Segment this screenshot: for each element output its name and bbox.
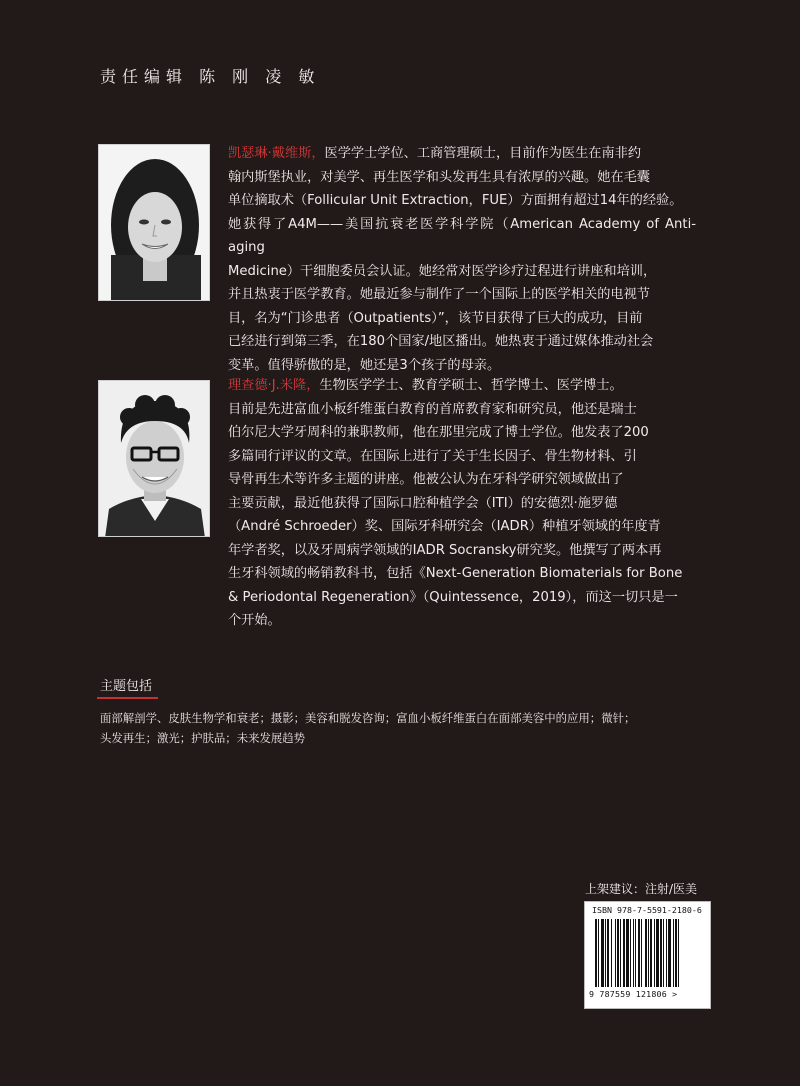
isbn-barcode <box>584 901 711 1009</box>
bio-line: 生物医学学士、教育学硕士、哲学博士、医学博士。 <box>319 378 623 393</box>
bio-line: 年学者奖，以及牙周病学领域的IADR Socransky研究奖。他撰写了两本再 <box>228 542 662 558</box>
bio-line: 主要贡献，最近他获得了国际口腔种植学会（ITI）的安德烈·施罗德 <box>228 495 618 511</box>
barcode-bar <box>668 919 671 987</box>
barcode-bar <box>678 919 679 987</box>
barcode-bar <box>595 919 597 987</box>
author1-photo <box>98 144 210 301</box>
bio-line: 目，名为“门诊患者（Outpatients）”，该节目获得了巨大的成功，目前 <box>228 310 643 326</box>
bio-line: 伯尔尼大学牙周科的兼职教师，他在那里完成了博士学位。他发表了200 <box>228 425 649 440</box>
bio-line: 多篇同行评议的文章。在国际上进行了关于生长因子、骨生物材料、引 <box>228 448 637 464</box>
barcode-bar <box>598 919 599 987</box>
barcode-bar <box>656 919 659 987</box>
editor-credit: 责任编辑 陈 刚 凌 敏 <box>100 67 321 86</box>
barcode-bar <box>673 919 674 987</box>
barcode-bar <box>648 919 649 987</box>
isbn-text: ISBN 978-7-5591-2180-6 <box>592 905 702 915</box>
bio-line: 单位摘取术（Follicular Unit Extraction，FUE）方面拥有超过14年的经验。 <box>228 193 683 208</box>
bio-line: 目前是先进富血小板纤维蛋白教育的首席教育家和研究员，他还是瑞士 <box>228 401 637 417</box>
bio-line: 个开始。 <box>228 613 281 628</box>
author2-photo <box>98 380 210 537</box>
bio-line: 翰内斯堡执业，对美学、再生医学和头发再生具有浓厚的兴趣。她在毛囊 <box>228 169 650 185</box>
barcode-bar <box>635 919 636 987</box>
bio-line: 已经进行到第三季，在180个国家/地区播出。她热衷于通过媒体推动社会 <box>228 334 654 349</box>
barcode-bar <box>650 919 652 987</box>
topics-heading: 主题包括 <box>100 679 153 694</box>
author1-bio <box>228 142 696 377</box>
barcode-bar <box>638 919 640 987</box>
author2-name: 理查德·J.米隆， <box>228 378 320 393</box>
barcode-bar <box>663 919 664 987</box>
bio-line: 并且热衷于医学教育。她最近参与制作了一个国际上的医学相关的电视节 <box>228 287 650 302</box>
barcode-bar <box>666 919 667 987</box>
barcode-bar <box>660 919 662 987</box>
barcode-bar <box>654 919 655 987</box>
bio-line: Medicine）干细胞委员会认证。她经常对医学诊疗过程进行讲座和培训， <box>228 263 657 279</box>
barcode-bar <box>630 919 631 987</box>
barcode-bar <box>641 919 642 987</box>
topics-underline <box>97 697 158 699</box>
bio-line: 变革。值得骄傲的是，她还是3个孩子的母亲。 <box>228 357 501 373</box>
shelf-advice: 上架建议：注射/医美 <box>585 882 698 896</box>
bio-line: 生牙科领域的畅销教科书，包括《Next-Generation Biomaterials for Bone <box>228 566 683 581</box>
barcode-bar <box>645 919 647 987</box>
barcode-bar <box>626 919 629 987</box>
author1-name: 凯瑟琳·戴维斯， <box>228 146 325 161</box>
topics-line: 头发再生；激光；护肤品；未来发展趋势 <box>100 731 306 745</box>
bio-line: 她获得了A4M——美国抗衰老医学科学院（American Academy of Anti-aging <box>228 216 696 255</box>
barcode-bar <box>601 919 604 987</box>
man-portrait-icon <box>99 381 210 537</box>
barcode-bar <box>615 919 616 987</box>
barcode-bar <box>605 919 606 987</box>
topics-list <box>100 708 700 748</box>
barcode-bar <box>620 919 621 987</box>
isbn-digits: 9 787559 121806 > <box>589 989 678 999</box>
bio-line: & Periodontal Regeneration》（Quintessence，2019），而这一切只是一 <box>228 589 678 605</box>
barcode-bar <box>611 919 612 987</box>
barcode-bars-icon <box>595 919 700 987</box>
barcode-bar <box>623 919 625 987</box>
author2-bio <box>228 374 696 633</box>
bio-line: 医学学士学位、工商管理硕士，目前作为医生在南非约 <box>324 146 642 161</box>
barcode-bar <box>607 919 609 987</box>
barcode-bar <box>617 919 619 987</box>
barcode-bar <box>675 919 677 987</box>
barcode-bar <box>633 919 634 987</box>
bio-line: （André Schroeder）奖、国际牙科研究会（IADR）种植牙领域的年度青 <box>228 519 661 534</box>
woman-portrait-icon <box>99 145 210 301</box>
bio-line: 导骨再生术等许多主题的讲座。他被公认为在牙科学研究领域做出了 <box>228 472 624 487</box>
topics-line: 面部解剖学、皮肤生物学和衰老；摄影；美容和脱发咨询；富血小板纤维蛋白在面部美容中的应用；微针； <box>100 711 636 725</box>
